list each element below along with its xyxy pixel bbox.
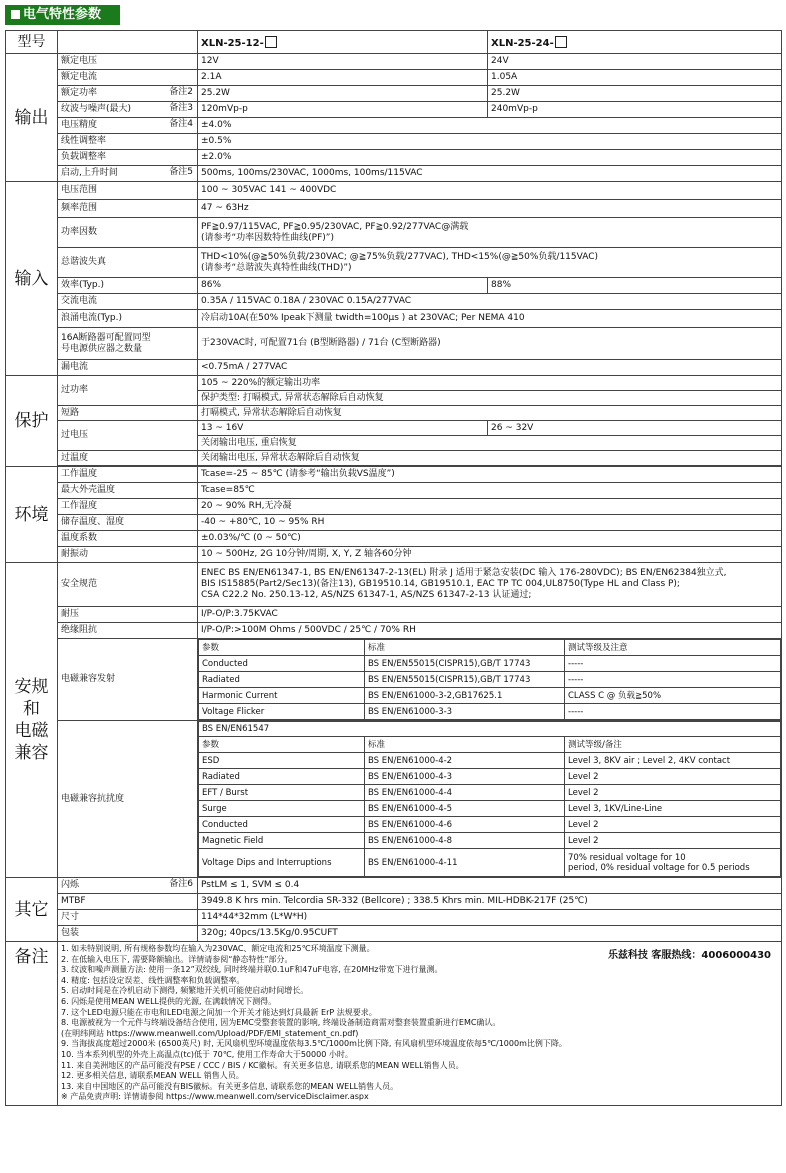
safety-title: 安规 和 电磁 兼容 <box>6 563 58 878</box>
model-row <box>6 31 782 54</box>
table-row: 耐压 I/P-O/P:3.75KVAC <box>6 607 782 623</box>
table-row: 温度系数 ±0.03%/℃ (0 ~ 50℃) <box>6 531 782 547</box>
list-item: 8. 电源被视为一个元件与终端设备结合使用, 因为EMC受整套装置的影响, 终端设备制造商需对整套装置重新进行EMC确认。 <box>61 1018 501 1028</box>
list-item: 1. 如未特别说明, 所有规格参数均在输入为230VAC、额定电流和25℃环境温度下测量。 <box>61 944 375 953</box>
hotline-text: 乐兹科技 客服热线：4006000430 <box>607 950 771 961</box>
notes-row <box>6 942 782 1106</box>
table-row: 线性调整率 ±0.5% <box>6 134 782 150</box>
emi-table: 参数 标准 测试等级及注意 Conducted BS EN/EN55015(CISPR15),GB/T 17743 ----- Radiated BS EN/EN55015(CISPR15),GB/T 17743 ----- Harmonic Current BS EN/EN61000-3-2,GB17625.1 CLASS C @ 负载≧50% Voltage Flicker BS EN/EN61000-3-3 ----- <box>198 639 781 720</box>
table-row: 交流电流 0.35A / 115VAC 0.18A / 230VAC 0.15A/277VAC <box>6 294 782 310</box>
list-item: 13. 来自中国地区的产品可能没有BIS徽标。有关更多信息, 请联系您的MEAN WELL销售人员。 <box>61 1081 399 1091</box>
table-row: 电压精度 备注4 ±4.0% <box>6 118 782 134</box>
table-row: 环境 工作温度 Tcase=-25 ~ 85℃ (请参考“输出负载VS温度”) <box>6 467 782 483</box>
list-item: 2. 在低输入电压下, 需要降额输出。详情请参阅“静态特性”部分。 <box>61 954 293 964</box>
model-label: 型号 <box>6 31 58 54</box>
table-row: 过温度 关闭输出电压, 异常状态解除后自动恢复 <box>6 451 782 466</box>
spec-table <box>5 30 782 1106</box>
table-row: 短路 打嗝模式, 异常状态解除后自动恢复 <box>6 406 782 421</box>
protection-title: 保护 <box>6 376 58 467</box>
model-1: XLN-25-12- <box>198 31 488 54</box>
table-row: 保护类型: 打嗝模式, 异常状态解除后自动恢复 <box>6 391 782 406</box>
list-item: 5. 启动时间是在冷机启动下测得, 频繁地开关机可能使启动时间增长。 <box>61 986 309 996</box>
notes-title: 备注 <box>6 942 58 1106</box>
table-row: 包装 320g; 40pcs/13.5Kg/0.95CUFT <box>6 926 782 942</box>
env-title: 环境 <box>6 467 58 563</box>
list-item: 10. 当本系列机型的外壳上高温点(tc)低于 70℃, 使用工作寿命大于50000 小时。 <box>61 1049 353 1059</box>
table-row: 保护 过功率 105 ~ 220%的额定输出功率 <box>6 376 782 391</box>
table-row: 储存温度、湿度 -40 ~ +80℃, 10 ~ 95% RH <box>6 515 782 531</box>
table-row: 浪涌电流(Typ.) 冷启动10A(在50% Ipeak下测量 twidth=100µs ) at 230VAC; Per NEMA 410 <box>6 310 782 328</box>
table-row: 启动,上升时间 备注5 500ms, 100ms/230VAC, 1000ms, 100ms/115VAC <box>6 166 782 182</box>
table-row: 总谐波失真 THD<10%(@≧50%负载/230VAC; @≧75%负载/277VAC), THD<15%(@≧50%负载/115VAC) (请参考“总谐波失真特性曲线(THD)”) <box>6 248 782 278</box>
table-row: 电磁兼容发射 参数 标准 测试等级及注意 Conducted BS EN/EN55015(CISPR15),GB/T 17743 ----- Radiated BS EN/EN55015(CISPR15),GB/T 17743 ----- Harmonic Current BS EN/EN61000-3-2,GB17625.1 CLASS C @ 负载≧50% Voltage Flicker BS EN/EN61000-3-3 ----- <box>6 639 782 721</box>
table-row: 负载调整率 ±2.0% <box>6 150 782 166</box>
table-row: 额定功率 备注2 25.2W 25.2W <box>6 86 782 102</box>
table-row: 频率范围 47 ~ 63Hz <box>6 200 782 218</box>
table-row: 安规 和 电磁 兼容 安全规范 ENEC BS EN/EN61347-1, BS EN/EN61347-2-13(EL) 附录 J 适用于紧急安装(DC 输入 176-280VDC); BS EN/EN62384独立式, BIS IS15885(Part2/Sec13)(备注13), GB19510.14, GB19510.1, EAC TP TC 004,UL8750(Type HL and Class P); CSA C22.2 No. 250.13-12, AS/NZS 61347-1, AS/NZS 61347-2-13 认证通过; <box>6 563 782 607</box>
table-row: 电磁兼容抗扰度 BS EN/EN61547 参数 标准 测试等级/备注 ESD BS EN/EN61000-4-2 Level 3, 8KV air ; Level 2, 4KV contact Radiated BS EN/EN61000-4-3 Level 2 EFT / Burst BS EN/EN61000-4-4 Level 2 Surge BS EN/EN61000-4-5 Level 3, 1KV/Line-Line Conducted BS EN/EN61000-4-6 Level 2 Magnetic Field BS EN/EN61000-4-8 Level 2 Voltage Dips and Interruptions BS EN/EN61000-4-11 70% residual voltage for 10 period, 0% residual voltage for 0.5 periods <box>6 721 782 878</box>
table-row: 绝缘阻抗 I/P-O/P:>100M Ohms / 500VDC / 25℃ / 70% RH <box>6 623 782 639</box>
list-item: ※ 产品免责声明: 详情请参阅 https://www.meanwell.com/serviceDisclaimer.aspx <box>61 1092 369 1102</box>
list-item: 4. 精度: 包括设定误差、线性调整率和负载调整率。 <box>61 975 245 985</box>
table-row: 耐振动 10 ~ 500Hz, 2G 10分钟/周期, X, Y, Z 轴各60分钟 <box>6 547 782 563</box>
table-row: 漏电流 <0.75mA / 277VAC <box>6 360 782 376</box>
list-item: (在明纬网站 https://www.meanwell.com/Upload/PDF/EMI_statement_cn.pdf) <box>61 1028 359 1038</box>
table-row: 输入 电压范围 100 ~ 305VAC 141 ~ 400VDC <box>6 182 782 200</box>
table-row: 最大外壳温度 Tcase=85℃ <box>6 483 782 499</box>
input-title: 输入 <box>6 182 58 376</box>
section-header <box>5 5 120 25</box>
table-row: MTBF 3949.8 K hrs min. Telcordia SR-332 (Bellcore) ; 338.5 Khrs min. MIL-HDBK-217F (25℃) <box>6 894 782 910</box>
table-row: 工作湿度 20 ~ 90% RH,无冷凝 <box>6 499 782 515</box>
table-row: 16A断路器可配置同型 号电源供应器之数量 于230VAC时, 可配置71台 (B型断路器) / 71台 (C型断路器) <box>6 328 782 360</box>
section-title: 电气特性参数 <box>23 7 102 22</box>
list-item: 7. 这个LED电源只能在市电和LED电源之间加一个开关才能达到灯具最新 ErP 法规要求。 <box>61 1007 377 1017</box>
table-row: 尺寸 114*44*32mm (L*W*H) <box>6 910 782 926</box>
other-title: 其它 <box>6 878 58 942</box>
square-icon <box>11 10 20 19</box>
notes-list <box>58 942 781 1105</box>
ems-table: BS EN/EN61547 参数 标准 测试等级/备注 ESD BS EN/EN61000-4-2 Level 3, 8KV air ; Level 2, 4KV contact Radiated BS EN/EN61000-4-3 Level 2 EFT / Burst BS EN/EN61000-4-4 Level 2 Surge BS EN/EN61000-4-5 Level 3, 1KV/Line-Line Conducted BS EN/EN61000-4-6 Level 2 Magnetic Field BS EN/EN61000-4-8 Level 2 Voltage Dips and Interruptions BS EN/EN61000-4-11 70% residual voltage for 10 period, 0% residual voltage for 0.5 periods <box>198 721 781 877</box>
list-item: 3. 纹波和噪声测量方法: 使用一条12”双绞线, 同时终端并联0.1uF和47uF电容, 在20MHz带宽下进行量测。 <box>61 965 443 975</box>
model-2: XLN-25-24- <box>488 31 782 54</box>
output-title: 输出 <box>6 54 58 182</box>
table-row: 其它 闪烁 备注6 PstLM ≤ 1, SVM ≤ 0.4 <box>6 878 782 894</box>
table-row: 额定电流 2.1A 1.05A <box>6 70 782 86</box>
checkbox-icon <box>555 36 567 48</box>
table-row: 效率(Typ.) 86% 88% <box>6 278 782 294</box>
list-item: 12. 更多相关信息, 请联系MEAN WELL 销售人员。 <box>61 1071 244 1081</box>
list-item: 6. 闪烁是使用MEAN WELL提供的光源, 在满载情况下测得。 <box>61 996 277 1006</box>
list-item: 11. 来自美洲地区的产品可能没有PSE / CCC / BIS / KC徽标。有关更多信息, 请联系您的MEAN WELL销售人员。 <box>61 1060 464 1070</box>
checkbox-icon <box>265 36 277 48</box>
table-row: 过电压 13 ~ 16V 26 ~ 32V <box>6 421 782 436</box>
notes-cell <box>58 942 782 1106</box>
table-row: 纹波与噪声(最大) 备注3 120mVp-p 240mVp-p <box>6 102 782 118</box>
table-row: 关闭输出电压, 重启恢复 <box>6 436 782 451</box>
table-row: 功率因数 PF≧0.97/115VAC, PF≧0.95/230VAC, PF≧0.92/277VAC@满载 (请参考“功率因数特性曲线(PF)”) <box>6 218 782 248</box>
table-row: 输出 额定电压 12V 24V <box>6 54 782 70</box>
list-item: 9. 当海拔高度超过2000米 (6500英尺) 时, 无风扇机型环境温度依每3.5℃/1000m比例下降, 有风扇机型环境温度依每5℃/1000m比例下降。 <box>61 1039 567 1049</box>
